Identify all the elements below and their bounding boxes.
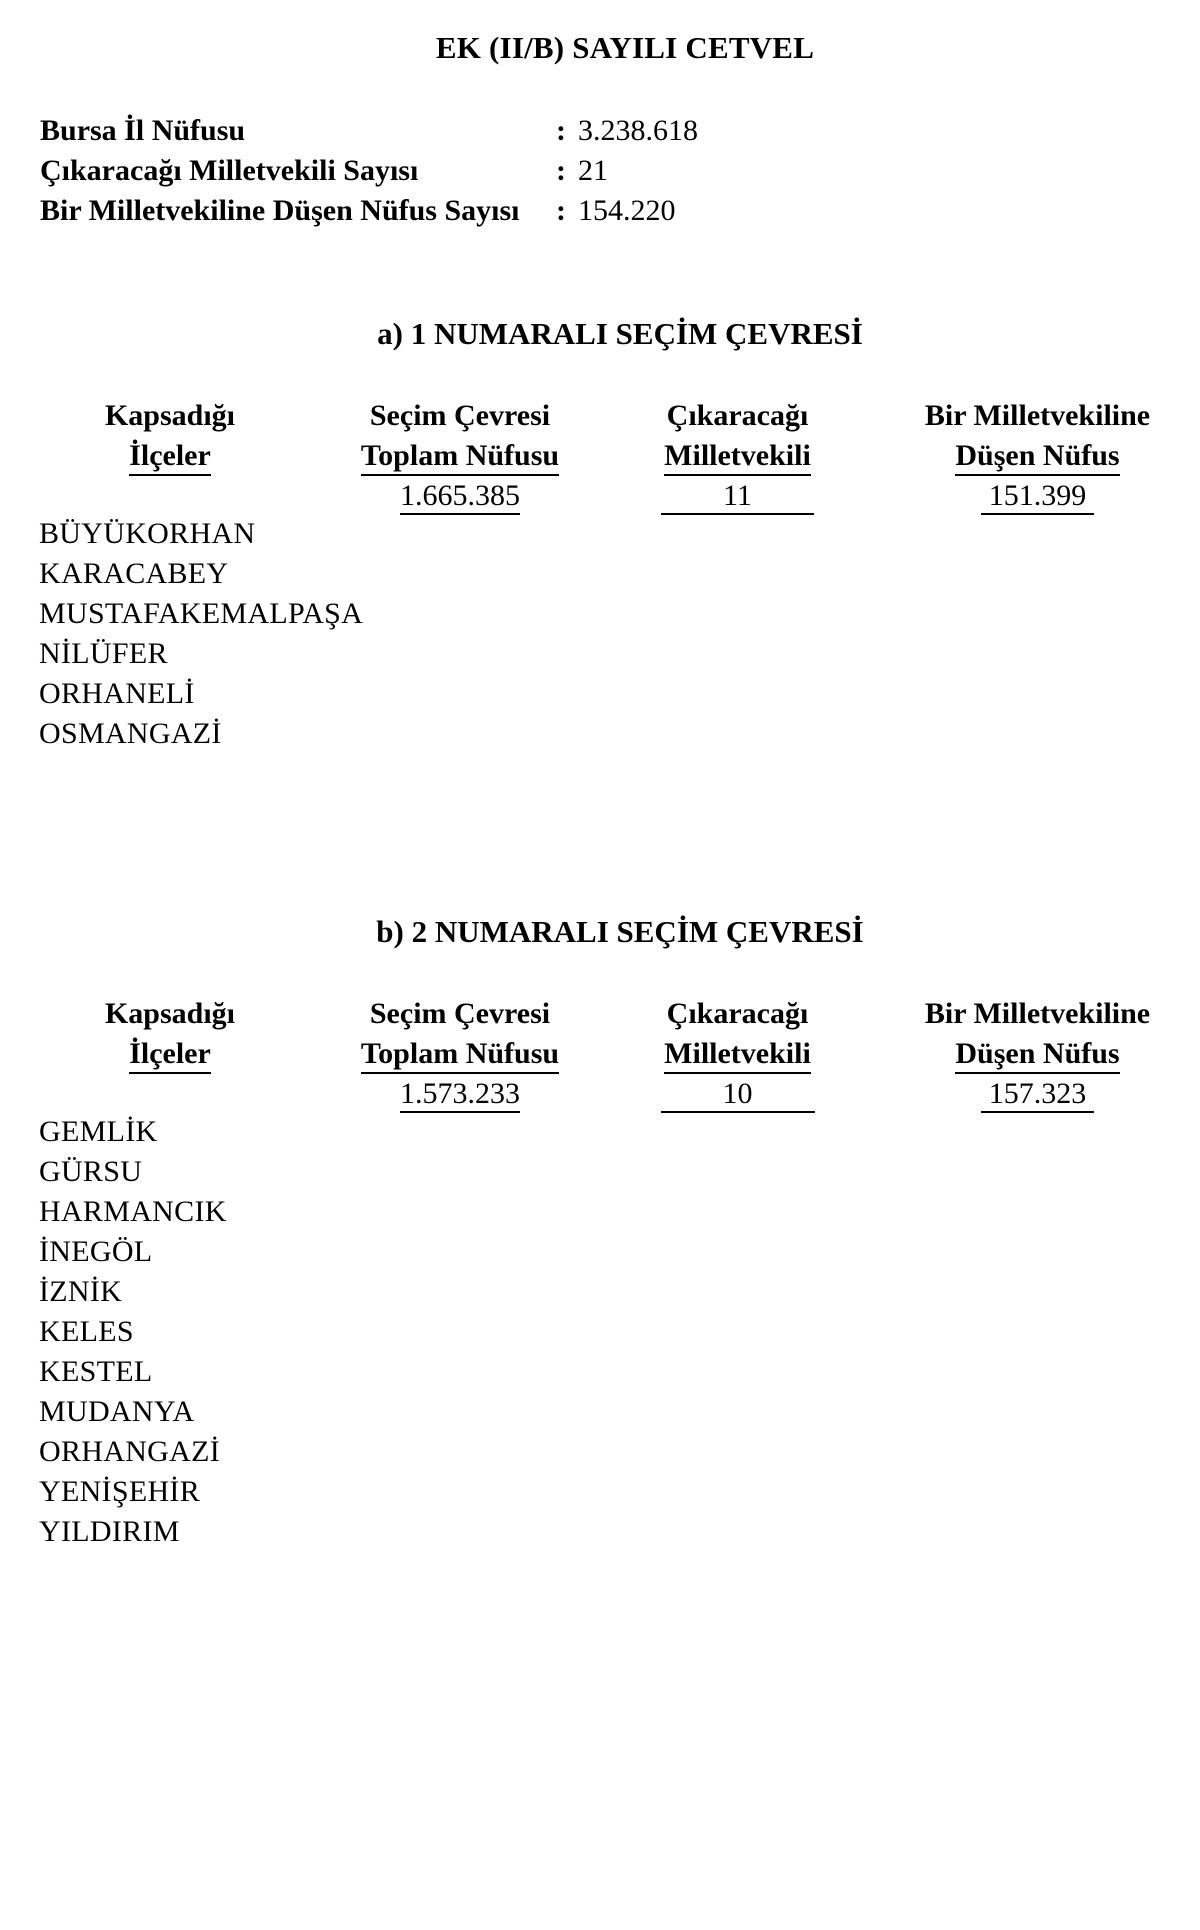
summary-value-deputy-count: : 21	[556, 154, 608, 187]
list-item: YILDIRIM	[39, 1515, 180, 1548]
region-per-deputy: 151.399	[915, 478, 1160, 515]
list-item: BÜYÜKORHAN	[39, 517, 256, 550]
separator: :	[556, 194, 566, 227]
region-title: a) 1 NUMARALI SEÇİM ÇEVRESİ	[377, 316, 863, 351]
list-item: İNEGÖL	[39, 1235, 153, 1268]
summary-label-province-population: Bursa İl Nüfusu	[40, 114, 246, 147]
list-item: KESTEL	[39, 1355, 153, 1388]
list-item: KELES	[39, 1315, 134, 1348]
region-deputies: 11	[650, 478, 825, 515]
summary-label-population-per-deputy: Bir Milletvekiline Düşen Nüfus Sayısı	[40, 194, 520, 227]
header-per-deputy: Bir Milletvekiline Düşen Nüfus	[915, 396, 1160, 476]
list-item: MUDANYA	[39, 1395, 195, 1428]
district-list	[39, 1112, 227, 1552]
list-item: ORHANGAZİ	[39, 1435, 221, 1468]
list-item: YENİŞEHİR	[39, 1475, 201, 1508]
list-item: KARACABEY	[39, 557, 229, 590]
list-item: MUSTAFAKEMALPAŞA	[39, 597, 364, 630]
list-item: OSMANGAZİ	[39, 717, 222, 750]
region-population: 1.665.385	[350, 478, 570, 515]
separator: :	[556, 114, 566, 147]
list-item: ORHANELİ	[39, 677, 195, 710]
header-population: Seçim Çevresi Toplam Nüfusu	[350, 994, 570, 1074]
list-item: NİLÜFER	[39, 637, 168, 670]
district-list	[39, 514, 363, 754]
header-districts: Kapsadığı İlçeler	[95, 396, 245, 476]
list-item: İZNİK	[39, 1275, 123, 1308]
summary-label-deputy-count: Çıkaracağı Milletvekili Sayısı	[40, 154, 419, 187]
header-deputies: Çıkaracağı Milletvekili	[650, 396, 825, 476]
header-deputies: Çıkaracağı Milletvekili	[650, 994, 825, 1074]
header-districts: Kapsadığı İlçeler	[95, 994, 245, 1074]
header-population: Seçim Çevresi Toplam Nüfusu	[350, 396, 570, 476]
region-title: b) 2 NUMARALI SEÇİM ÇEVRESİ	[376, 914, 864, 949]
header-per-deputy: Bir Milletvekiline Düşen Nüfus	[915, 994, 1160, 1074]
region-population: 1.573.233	[350, 1076, 570, 1113]
list-item: GÜRSU	[39, 1155, 143, 1188]
region-per-deputy: 157.323	[915, 1076, 1160, 1113]
separator: :	[556, 154, 566, 187]
document-title: EK (II/B) SAYILI CETVEL	[435, 30, 815, 65]
list-item: GEMLİK	[39, 1115, 158, 1148]
summary-value-population-per-deputy: : 154.220	[556, 194, 676, 227]
list-item: HARMANCIK	[39, 1195, 227, 1228]
region-deputies: 10	[650, 1076, 825, 1113]
summary-value-province-population: : 3.238.618	[556, 114, 698, 147]
